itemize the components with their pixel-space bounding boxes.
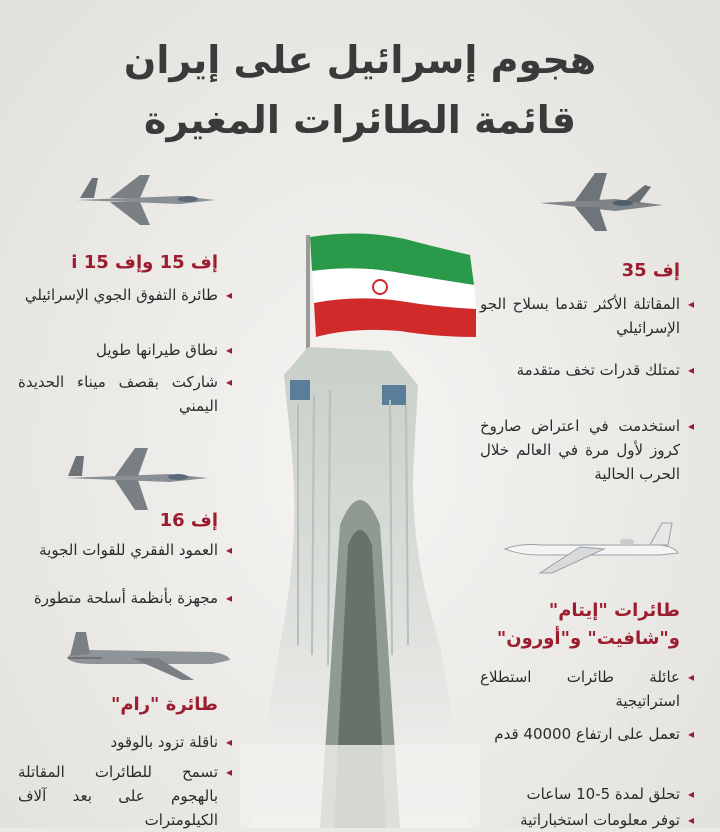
f16-jet-icon [60, 440, 210, 515]
f35-jet-icon [535, 165, 665, 235]
page-title: هجوم إسرائيل على إيران [123, 38, 597, 82]
eitam-aircraft-icon [500, 515, 680, 575]
eitam-item-4: ◂ توفر معلومات استخباراتية [480, 808, 680, 832]
eitam-title: طائرات "إيتام" و"شافيت" و"أورون" [496, 600, 680, 649]
f15-item-3: ◂ شاركت بقصف ميناء الحديدة اليمني [18, 370, 218, 418]
f35-item-3: ◂ استخدمت في اعتراض صاروخ كروز لأول مرة في العالم خلال الحرب الحالية [480, 414, 680, 486]
f16-title: إف 16 [159, 510, 218, 531]
f16-item-1: ◂ العمود الفقري للقوات الجوية [18, 538, 218, 562]
ram-title: طائرة "رام" [110, 694, 218, 715]
f15-item-2: ◂ نطاق طيرانها طويل [18, 338, 218, 362]
ram-item-2: ◂ تسمح للطائرات المقاتلة بالهجوم على بعد آلاف الكيلومترات [18, 760, 218, 832]
f15-jet-icon [70, 170, 220, 230]
f15-item-1: ◂ طائرة التفوق الجوي الإسرائيلي [18, 283, 218, 307]
f35-item-1: ◂ المقاتلة الأكثر تقدما بسلاح الجو الإسرائيلي [480, 292, 680, 340]
eitam-item-1: ◂ عائلة طائرات استطلاع استراتيجية [480, 665, 680, 713]
ram-item-1: ◂ ناقلة تزود بالوقود [18, 730, 218, 754]
ram-tanker-icon [62, 628, 232, 683]
f15-title: إف 15 وإف 15 i [71, 252, 218, 273]
azadi-tower-illustration [240, 225, 480, 828]
f35-title: إف 35 [621, 260, 680, 281]
f16-item-2: ◂ مجهزة بأنظمة أسلحة متطورة [18, 586, 218, 610]
page-subtitle: قائمة الطائرات المغيرة [144, 98, 576, 142]
f35-item-2: ◂ تمتلك قدرات تخف متقدمة [480, 358, 680, 382]
eitam-item-3: ◂ تحلق لمدة 5-10 ساعات [480, 782, 680, 806]
eitam-item-2: ◂ تعمل على ارتفاع 40000 قدم [480, 722, 680, 746]
